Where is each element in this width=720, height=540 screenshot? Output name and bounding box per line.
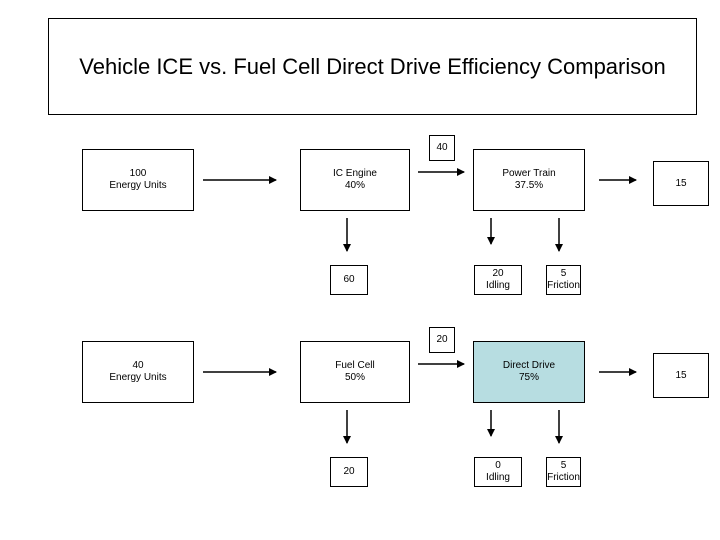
ice-idling-value: 20 xyxy=(492,268,504,279)
ice-heat-loss-box xyxy=(429,135,455,161)
ice-idling-box xyxy=(474,265,522,295)
fc-output-value: 15 xyxy=(675,369,687,381)
ice-output-box xyxy=(653,161,709,206)
title-box xyxy=(48,18,697,115)
ice-powertrain-efficiency: 37.5% xyxy=(514,180,544,191)
fc-input-label: Energy Units xyxy=(109,372,167,383)
fc-idling-label: Idling xyxy=(486,472,510,483)
direct-drive-efficiency: 75% xyxy=(518,372,539,383)
fc-idling-box xyxy=(474,457,522,487)
ice-friction-value: 5 xyxy=(560,268,567,279)
fuel-cell-label: Fuel Cell xyxy=(335,360,375,371)
ice-engine-loss-value: 60 xyxy=(343,274,355,285)
ice-friction-box xyxy=(546,265,581,295)
fc-input-box xyxy=(82,341,194,403)
ice-input-value: 100 xyxy=(129,168,147,179)
fc-heat-loss-value: 20 xyxy=(436,334,448,345)
fc-friction-box xyxy=(546,457,581,487)
ice-powertrain-label: Power Train xyxy=(502,168,556,179)
ice-engine-label: IC Engine xyxy=(333,168,377,179)
fc-idling-value: 0 xyxy=(495,460,501,471)
fc-heat-loss-box xyxy=(429,327,455,353)
fc-output-box xyxy=(653,353,709,398)
ice-engine-efficiency: 40% xyxy=(344,180,365,191)
fc-friction-label: Friction xyxy=(547,472,580,483)
ice-engine-box xyxy=(300,149,410,211)
fc-cell-loss-value: 20 xyxy=(343,466,355,477)
ice-input-label: Energy Units xyxy=(109,180,167,191)
fuel-cell-efficiency: 50% xyxy=(344,372,365,383)
ice-input-box xyxy=(82,149,194,211)
fuel-cell-box xyxy=(300,341,410,403)
fc-cell-loss-box xyxy=(330,457,368,487)
fc-friction-value: 5 xyxy=(560,460,567,471)
ice-friction-label: Friction xyxy=(547,280,580,291)
direct-drive-box xyxy=(473,341,585,403)
ice-powertrain-box xyxy=(473,149,585,211)
ice-output-value: 15 xyxy=(675,177,687,189)
ice-heat-loss-value: 40 xyxy=(436,142,448,153)
fc-input-value: 40 xyxy=(132,360,144,371)
ice-engine-loss-box xyxy=(330,265,368,295)
ice-idling-label: Idling xyxy=(486,280,510,291)
direct-drive-label: Direct Drive xyxy=(502,360,556,371)
page-title: Vehicle ICE vs. Fuel Cell Direct Drive Efficiency Comparison xyxy=(79,53,666,79)
